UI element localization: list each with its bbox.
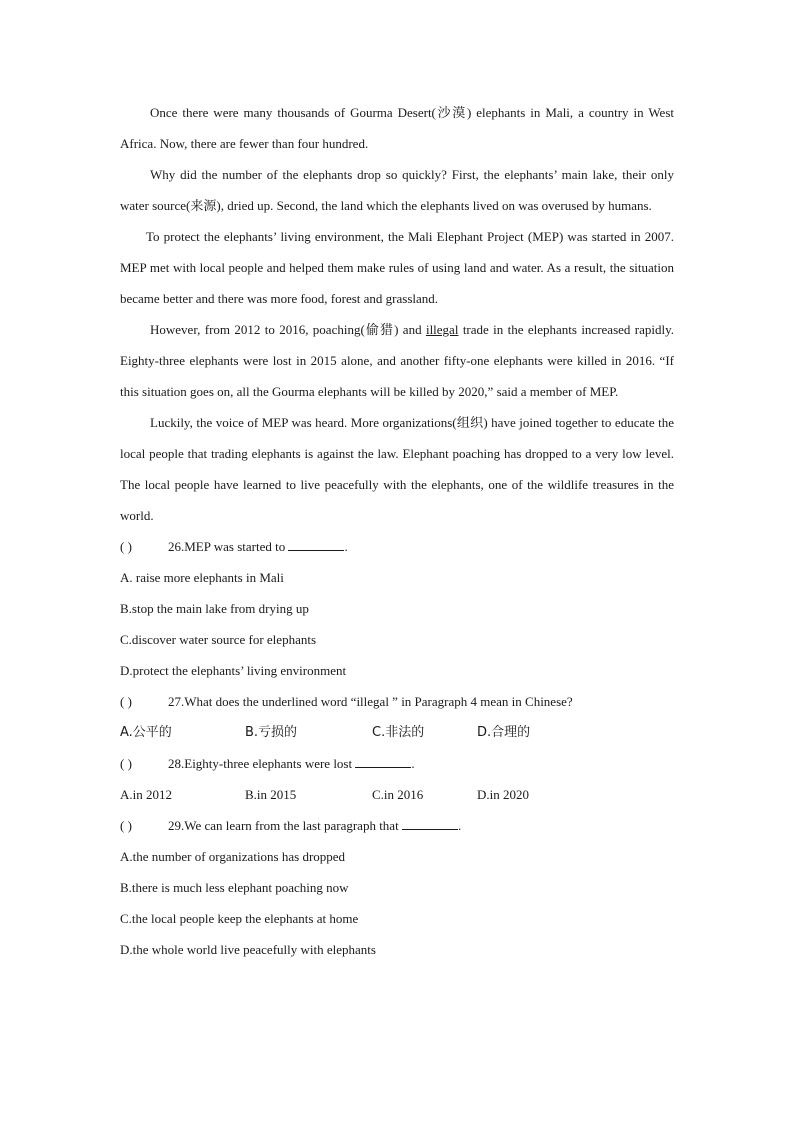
answer-blank-26: [288, 538, 344, 551]
question-29-stem: 29.We can learn from the last paragraph that: [168, 818, 402, 833]
passage-paragraph-4: [120, 314, 674, 407]
answer-bracket-29[interactable]: ( ): [120, 818, 132, 833]
question-26-stem: 26.MEP was started to: [168, 539, 289, 554]
option-28-c: C.in 2016: [372, 787, 424, 802]
question-28: [120, 748, 674, 779]
option-26-a: A. raise more elephants in Mali: [120, 570, 284, 585]
question-26: [120, 531, 674, 562]
option-27-a: A.公平的: [120, 725, 172, 740]
question-27-stem: 27.What does the underlined word “illegal ” in Paragraph 4 mean in Chinese?: [168, 694, 573, 709]
question-29-end: .: [457, 818, 462, 833]
option-27-b: B.亏损的: [245, 725, 298, 740]
paragraph-4-start: However, from 2012 to 2016, poaching(偷猎) and: [150, 322, 426, 337]
passage-paragraph-3: To protect the elephants’ living environment, the Mali Elephant Project (MEP) was started in 2007. MEP met with local people and helped them make rules of using land and water. As a result, the situation became better and there was more food, forest and grassland.: [120, 229, 674, 306]
answer-bracket-27[interactable]: ( ): [120, 694, 132, 709]
option-27-d: D.合理的: [477, 725, 531, 740]
option-29-d: D.the whole world live peacefully with elephants: [120, 942, 376, 957]
option-29-b: B.there is much less elephant poaching now: [120, 880, 349, 895]
answer-blank-29: [402, 817, 458, 830]
option-27-c: C.非法的: [372, 725, 425, 740]
passage-paragraph-1: Once there were many thousands of Gourma Desert(沙漠) elephants in Mali, a country in West Africa. Now, there are fewer than four hundred.: [120, 105, 674, 151]
question-26-end: .: [344, 539, 348, 554]
answer-bracket-28[interactable]: ( ): [120, 756, 132, 771]
option-26-c: C.discover water source for elephants: [120, 632, 317, 647]
passage-paragraph-5: Luckily, the voice of MEP was heard. More organizations(组织) have joined together to educate the local people that trading elephants is against the law. Elephant poaching has dropped to a very low level. The local people have learned to live peacefully with the elephants, one of the wildlife treasures in the world.: [120, 415, 674, 523]
options-27: [120, 717, 674, 748]
passage-paragraph-2: Why did the number of the elephants drop so quickly? First, the elephants’ main lake, their only water source(来源), dried up. Second, the land which the elephants lived on was overused by humans.: [120, 167, 674, 213]
worksheet-page: [120, 97, 674, 965]
answer-bracket-26[interactable]: ( ): [120, 539, 132, 554]
question-28-end: .: [411, 756, 415, 771]
paragraph-4-rest: trade in the elephants increased rapidly. Eighty-three elephants were lost in 2015 alone, and another fifty-one elephants were killed in 2016. “If this situation goes on, all the Gourma elephants will be killed by 2020,” said a member of MEP.: [120, 322, 674, 399]
option-28-b: B.in 2015: [245, 787, 297, 802]
option-28-a: A.in 2012: [120, 787, 172, 802]
option-29-a: A.the number of organizations has dropped: [120, 849, 346, 864]
option-29-c: C.the local people keep the elephants at home: [120, 911, 359, 926]
answer-blank-28: [355, 755, 411, 768]
option-26-b: B.stop the main lake from drying up: [120, 601, 309, 616]
question-28-stem: 28.Eighty-three elephants were lost: [168, 756, 356, 771]
options-28: [120, 779, 674, 810]
question-29: [120, 810, 674, 841]
question-27: [120, 686, 674, 717]
underlined-word-illegal: illegal: [425, 322, 459, 337]
option-28-d: D.in 2020: [477, 787, 529, 802]
option-26-d: D.protect the elephants’ living environment: [120, 663, 347, 678]
